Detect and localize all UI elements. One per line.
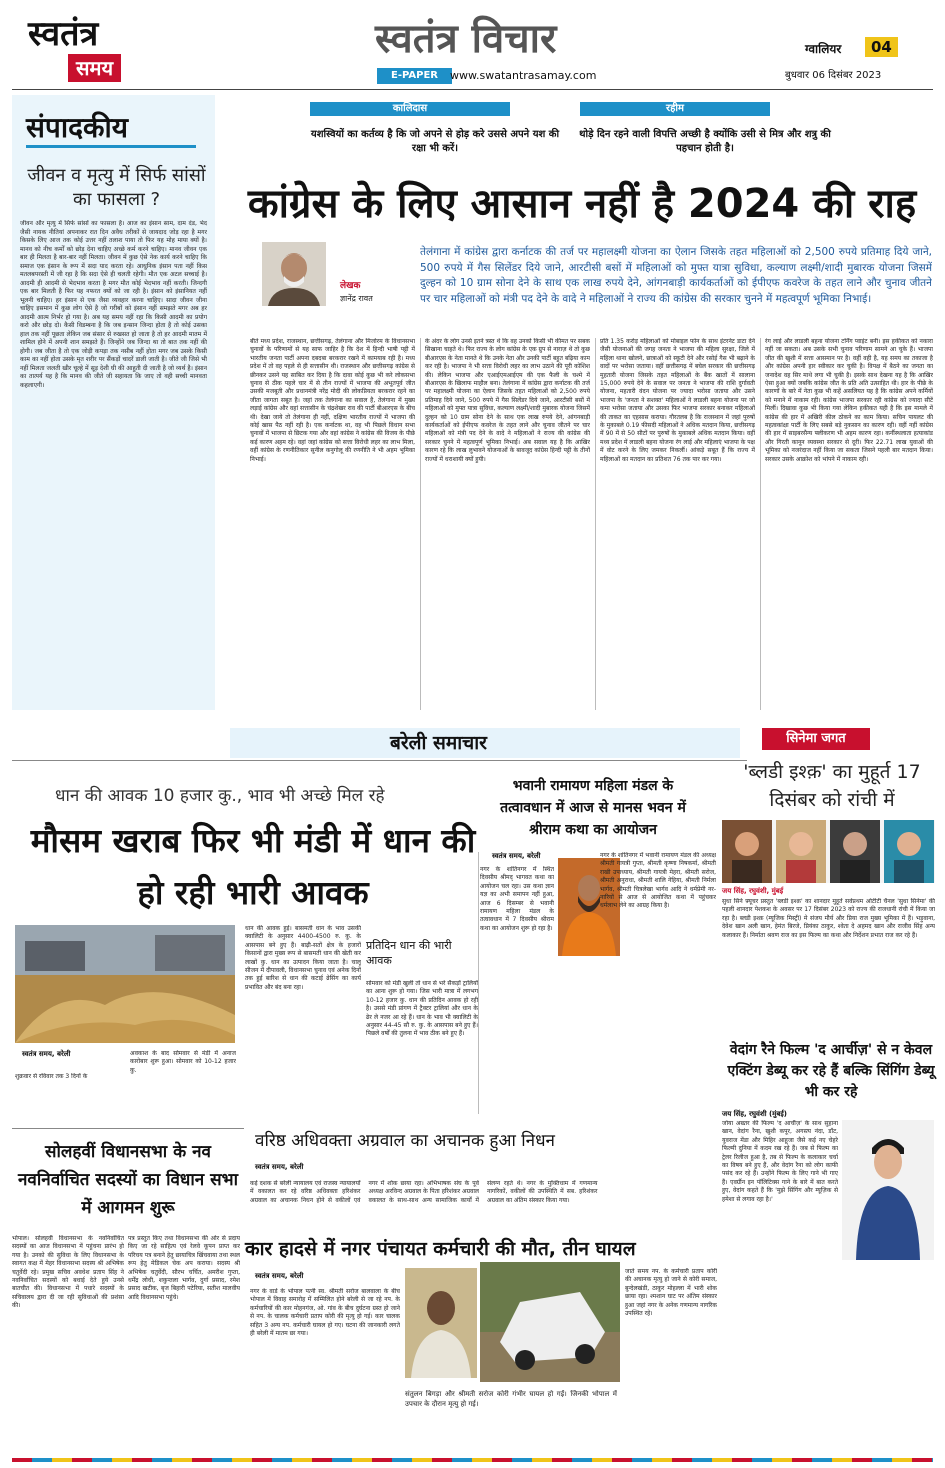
logo-bottom-text: समय [68, 54, 121, 82]
editorial-column [12, 95, 215, 710]
quote-left-text: यशस्वियों का कर्तव्य है कि जो अपने से होड़ करे उससे अपने यश की रक्षा भी करें। [310, 129, 560, 154]
bareilly-caption: शुक्रवार से रविवार तक 3 दिनों के [15, 1073, 88, 1080]
assembly-body-right: पत्र प्रस्तुत किए तथा विधानसभा की ओर से प्रदाय किए जा रहे साहित्य एवं रेलवे कूपन प्राप्त कर परिचय पत्र बनाने हेतु छायाचित्र खिंचवाया तथा स्थल रूप हेतु मेडिकल चेक अप कराया। सदस्य श्री अभिषेक चतुर्वेदी, सौरभ चर्चित, अमरीश गुप्ता, धर्मेंद्र लोधी, शकुन्तला भार्गव, दुर्गा प्रसाद, रमेश प्रसाद खटीक, बृज बिहारी पटेरिया, सतीश मालवीय आदि विधानसभा पहुंचे। [128, 1235, 240, 1301]
bareilly-headline: मौसम खराब फिर भी मंडी में धान की हो रही भारी आवक [30, 821, 476, 912]
accident-headline: कार हादसे में नगर पंचायत कर्मचारी की मौत, तीन घायल [245, 1238, 636, 1260]
accident-caption: संतुलन बिगड़ा और श्रीमती सरोज कोरी गंभीर घायल हो गईं। जिनकी भोपाल में उपचार के दौरान मृत्यु हो गई। [405, 1390, 617, 1408]
quote-left-author: कालिदास [310, 102, 510, 116]
mahila-dateline: स्वतंत्र समय, बरेली [492, 852, 541, 860]
masthead [0, 0, 945, 90]
cinema-dateline: जय सिंह, रघुवंशी, मुंबई [722, 887, 784, 895]
epaper-badge: E-PAPER [377, 68, 452, 84]
bareilly-col-b: धान की आवक हुई। बासमती धान के भाव उसकी क्वालिटी के अनुसार 4400-4500 रु. कु. के आसपास बने हुए हैं। बाढ़ी-सतों क्षेत्र के हजारों किसानों द्वारा मुख्य रूप से बासमती धान की खेती कर लाखों कु. धान का उत्पादन किया जाता है। चालू सीजन में दीपावली, विधानसभा चुनाव एवं अनेक दिनों तक हुई बारिश से धान की कटाई व्रेसिंग का कार्य प्रभावित और बंद बना रहा। [245, 925, 361, 991]
author-photo [262, 242, 326, 306]
quote-right-text: थोड़े दिन रहने वाली विपत्ति अच्छी है क्योंकि उसी से मित्र और शत्रु की पहचान होती है। [579, 129, 831, 154]
newspaper-logo [28, 14, 156, 86]
editorial-body: जीवन और मृत्यु में सिर्फ सांसों का फासला है। आज का इंसान साम, दाम दंड, भेद जैसी नायक नीतियां अपनाकर रात दिन अवैध तरीकों से जायदाद जोड़ रहा है मगर किसके लिए आज तक कोई उत्तर नहीं तलाश पाया तो फिर यह मोह माया क्यों है। मानव को नीच कर्मों को छोड़ देना चाहिए अच्छे कर्म करने चाहिए। मानव जीवन एक बार ही मिलता है बार-बार नहीं मिलता। जीवन में कुछ ऐसे नेक कार्य करने चाहिए कि समाज एक इंसान के रूप में सदा याद करता रहे। आधुनिक इंसान पता नहीं किस मतलबपरस्ती में जी रहा है कि सदा ऐसे ही चलती रहेगी। मौत एक अटल सच्चाई है। आदमी ही आदमी से भेदभाव करता है मगर मौत कोई भेदभाव नहीं करती। जिन्दगी एक बार मिलती है फिर यह नफरत क्यों को जा रही है। इंसान को इंसानियत नहीं भूलनी चाहिए। हर इंसान से एक जैसा व्यवहार करना चाहिए। सादा जीवन जीना चाहिए इसमान में कुछ लोग ऐसे है जो गरीबों को इंसान नहीं समझते मगर अब हर आदमी आत्म निर्भर हो गया है। अब यह समय नहीं रहा कि किसी आदमी का प्रयोग करो और छोड़ दो। कैसी विडम्बना है कि जब इन्सान जिन्दा होता है तो कोई उसका हाल तक नहीं पूछता लेकिन जब संसार से रुखसत हो जाता है तो हर आदमी मातम में शामिल होने में अपनी शान समझते हैं। जिन्होंने जब जिन्दा था तो बात तक नहीं की होगी। जब जीता है तो एक जोड़ी कपड़ा तक नसीब नहीं होता मगर जब उसके किसी काम का नहीं होता उसके मृत शरीर पर सैंकड़ों चादरें डाली जाती है। जीते जी जिसे भी नहीं मिलता जलती खीर चूल्हे में सूड़ देशी घी की आहुती दी जाती है जो व्यर्थ है। इंसान का तात्पर्य यह है कि मानव की जीते जी सहायता कि जाए तो वही सच्ची मानवता कहलाएगी। [20, 220, 207, 389]
author-portrait-icon [262, 242, 326, 306]
cinema-cast-photos [722, 820, 935, 883]
lead-col-1: बीते मध्य प्रदेश, राजस्थान, छत्तीसगढ़, तेलंगाना और मिजोरम के विधानसभा चुनावों के परिणामों से यह साफ जाहिर है कि देश में हिन्दी भाषी पट्टी में भारतीय जनता पार्टी अपना दबदबा बरकरार रखने में कामयाब रही है। मध्य प्रदेश में तो वह पहले से ही सत्तासीन थी। राजस्थान और छत्तीसगढ़ कांग्रेस से छीनकर उसने यह साबित कर दिया है कि दावा कोई कुछ भी करे लोकसभा चुनाव से ठीक पहले चार में से तीन राज्यों में भाजपा की अभूतपूर्व जीत उसकी मजबूती और प्रधानमंत्री नरेंद्र मोदी की लोकप्रियता बरकरार रहने का जीता जागता सबूत है। जहां तक तेलंगाना का सवाल है, तेलंगाना में मुख्य लड़ाई कांग्रेस और वहां सत्तासीन के चंद्रशेखर राव की पार्टी बीआरएस के बीच थी। देखा जाये तो तेलंगाना ही नहीं, दक्षिण भारतीय राज्यों में भाजपा की कोई खास पैठ नहीं रही है। एक कर्नाटक था, वह भी पिछले विधान सभा चुनावों में भाजपा से छिटक गया और वहां कांग्रेस ने कांग्रेस की विजय के पीछे कई कारण अहम रहे। वहां जहां कांग्रेस को सत्ता विरोधी लहर का लाभ मिला, वहीं कांग्रेस के रणनीतिकार सुनील कनुगोलू की रणनीति ने भी अहम भूमिका निभाई। [250, 338, 415, 463]
bareilly-kicker: धान की आवक 10 हजार कु., भाव भी अच्छे मिल रहे [55, 786, 385, 806]
cast-portraits-icon [722, 820, 935, 883]
accident-dateline: स्वतंत्र समय, बरेली [255, 1272, 304, 1280]
page-number: 04 [865, 37, 898, 57]
mahila-headline: भवानी रामायण महिला मंडल के तत्वावधान में आज से मानस भवन में श्रीराम कथा का आयोजन [500, 778, 686, 838]
actor-portrait-icon [842, 1120, 934, 1260]
lead-intro: तेलंगाना में कांग्रेस द्वारा कर्नाटक की तर्ज पर महालक्ष्मी योजना का ऐलान जिसके तहत महिलाओं को 2,500 रुपये प्रतिमाह दिये जाने, 500 रुपये में गैस सिलेंडर दिये जाने, आरटीसी बसों में महिलाओं को मुफ्त यात्रा सुविधा, कल्याण लक्ष्मी/शादी मुबारक योजना जिसमें दुल्हन को 10 ग्राम सोना देने के साथ एक लाख रुपये देने, आंगनबाड़ी कार्यकर्ताओं को ईपीएफ कवरेज के तहत लाने और चुनाव जीतने पर चार महिलाओं को मंत्री पद देने के वादे ने महिलाओं ने राज्य की कांग्रेस की सरकार चुनने में महत्वपूर्ण भूमिका निभाई। [420, 246, 932, 305]
mahila-body-right: नगर के शांतिनगर में भवानी रामायण मंडल की अध्यक्ष श्रीमती गायत्री गुप्ता, श्रीमती कृष्णा निषकर्मा, श्रीमती राखी उपाध्याय, श्रीमती गायत्री मेहरा, श्रीमती सरोज, श्रीमती अनुराधा, श्रीमती शालि नेहिया, श्रीमती निर्मला भार्गव, श्रीमती चित्रलेखा भार्गव आदि ने धर्मप्रेमी नर-नारियों से आज से आयोजित कथा में पहुंचकर धर्मलाभ लेने का आग्रह किया है। [600, 852, 716, 910]
cinema-body-2: जोया अख्तर की फिल्म 'द आर्चीज़' के साथ सुहाना खान, वेदांग रैना, खुशी कपूर, अगस्त्य नंदा, डॉट, युवराज मेंडा और मिहिर आहूजा जैसे कई नए चेहरे फिल्मी दुनिया में कदम रख रहे हैं। जब से फिल्म का ट्रेलर रिलीज हुआ है, तब से फिल्म के कलाकार चर्चा का विषय बने हुए हैं, और वेदांग रैना को लोग काफी पसंद कर रहे हैं। उन्होंने फिल्म के लिए गाने भी गाए हैं। एवर्ग्रीन इन पॉलिटिक्स गाने के बारे में बात करते हुए, वेदांग कहते हैं कि 'मुझे सिंगिंग और म्यूज़िक से हमेशा से लगाव रहा है।' [722, 1120, 838, 1203]
paddy-mandi-photo [15, 925, 235, 1043]
cinema-body: सुधा सिने फ़्यूचर प्रस्तुत 'ब्लडी इश्क़' का शानदार मुहूर्त सर्वप्रथम ओटीटी चैनल 'सुधा सिनेमा' की पहली शानदार पेशकश के अवसर पर 17 दिसंबर 2023 को राज्य की राजधानी रांची में किया जा रहा है। ब्लडी इश्क़ (म्यूजिक मिस्ट्री) मे संजय मौर्य और प्रिया राज मुख्य भूमिका में हैं। भड़ुवाना, देवेश खान अली खान, हेमंत बिरजे, प्रियंका ठाकुर, श्वेता दे अहमद खान और राजीव सिंह अन्य कलाकार हैं। निर्माता श्रवण राज का इस फिल्म का कथा और निर्देशन प्रभात राज कर रहे हैं। [722, 898, 935, 939]
bareilly-col-a: अवकाश के बाद सोमवार से मंडी में अनाज कारोबार शुरू हुआ। सोमवार को 10-12 हजार कु. [130, 1050, 236, 1074]
assembly-headline: सोलहवीं विधानसभा के नव नवनिर्वाचित सदस्यों का विधान सभा में आगमन शुरू [18, 1142, 238, 1218]
victim-photo [405, 1268, 477, 1378]
author-label: लेखक [340, 281, 361, 291]
page-title: स्वतंत्र विचार [375, 15, 557, 62]
advocate-dateline: स्वतंत्र समय, बरेली [255, 1163, 304, 1171]
crashed-car-icon [480, 1262, 620, 1382]
city-label: ग्वालियर [805, 42, 842, 56]
bareilly-section-title: बरेली समाचार [390, 732, 487, 754]
cinema-headline: 'ब्लडी इश्क़' का मुहूर्त 17 दिसंबर को रांची में [743, 761, 921, 811]
logo-top-text: स्वतंत्र [28, 14, 99, 54]
author-name: ज्ञानेंद्र रावत [340, 294, 373, 303]
lead-col-2: के अंदर के लोग उनसे इतने त्रस्त थे कि वह उनको किसी भी कीमत पर सबक सिखाना चाहते थे। फिर राज्य के लोग कांग्रेस के एक ग्रुप से नाराज़ थे तो कुछ बीआरएस के नेता मानते थे कि उनके नेता और उनकी पार्टी बहुत बढ़िया काम कर रही है। भाजपा ने भी सत्ता विरोधी लहर का लाभ उठाने की पूरी कोशिश की। लेकिन भाजपा और एआईएमआईएम की एक फैली के चश्मे में बीआरएस के खिलाफ माहौल बना। तेलंगाना में कांग्रेस द्वारा कर्नाटक की तर्ज पर महालक्ष्मी योजना का ऐलान जिसके तहत महिलाओं को 2,500 रुपये प्रतिमाह दिये जाने, 500 रुपये में गैस सिलेंडर दिये जाने, आरटीसी बसों में महिलाओं को मुफ्त यात्रा सुविधा, कल्याण लक्ष्मी/शादी मुबारक योजना जिसमें दुल्हन को 10 ग्राम सोना देने के साथ एक लाख रुपये देने, आंगनबाड़ी कार्यकर्ताओं को ईपीएफ कवरेज के तहत लाने और चुनाव जीतने पर चार महिलाओं को मंत्री पद देने के वादे ने महिलाओं ने राज्य की कांग्रेस की सरकार चुनने में महत्वपूर्ण भूमिका निभाई। अब सवाल यह है कि आखिर कारण रहे कि लाख लुभावने योजनाओं के बावजूद कांग्रेस हिन्दी पट्टी के तीनों राज्यों में धराशायी क्यों हुयी। [425, 338, 590, 463]
bareilly-dateline: स्वतंत्र समय, बरेली [22, 1050, 71, 1058]
person-portrait-icon [405, 1268, 477, 1378]
mahila-body-left: नगर के शांतिनगर में स्थित दिवसीय श्रीमद् भागवत कथा का आयोजन चल रहा। उस कथा ज्ञान यज्ञ का अभी समापन नहीं हुआ, आज 6 दिसम्बर से भवानी रामायण महिला मंडल के तत्वावधान में 7 दिवसीय श्रीराम कथा का आयोजन शुरू हो रहा है। [480, 866, 554, 932]
lead-col-4: रंग लाई और लाडली बहना योजना टर्निंग प्वाइंट बनी। इस हकीकत को नकारा नहीं जा सकता। अब उसके सभी चुनाव परिणाम सामने आ चुके हैं। भाजपा जीत की खुशी में सत्ता आसमान पर है। वहीं वही है, यह समय का तकाजा है और कांग्रेस अपनी हार स्वीकार कर चुकी है। विपक्ष में बैठने का जनता का जनादेश वह सिर माथे लगा भी चुकी है। इसके साथ देखना यह है कि आखिर ऐसा हुआ क्यों जबकि कांग्रेस जीत के प्रति अति उत्साहित थी। हार के पीछे के कारणों के बारे में नेता कुछ भी कहें असलियत यह है कि कांग्रेस अपने कर्मियों को मनाने में नाकाम रही। कांग्रेस भाजपा सरकार रही कांग्रेस को ज्यादा सीटें मिलीं। दिखावा कुछ भी किया गया लेकिन हकीकत यही है कि इस मामले में कांग्रेस की हार में अखिरी कील ठोकने का काम किया। सचिन पायलट की महत्वकांक्षा पार्टी के लिए सबसे बड़े नुकसान का कारण रही। वहीं नहीं कांग्रेस की हार में साइबरसैन्य फ्लीकरण भी अहम कारण रहा। कर्नीस्थलाता हत्याकांड और गिरती कानून व्यवस्था सरकार से दूरी। फिर 22.71 लाख युवाओं की भूमिका को नजरंदाज नहीं किया जा सकता जिसने पहली बार मतदान किया। सरकार उसके आक्रोश को भांपने में नाकाम रही। [765, 338, 933, 463]
website-link[interactable]: www.swatantrasamay.com [450, 69, 597, 82]
bareilly-col-c: सोमवार को मंडी खुली तो धान से भरे सैकड़ों ट्रालियों का आना शुरू हो गया। जिस भारी मात्रा में लगभग 10-12 हजार कु. धान की प्रतिदिन आवक हो रही है। उससे मंडी प्रांगण में ट्रैक्टर ट्रालियां और धान के ढेर ले नजर आ रहे हैं। धान के भाव भी क्वालिटी के अनुसार 44-45 सौ रु. कु. के आसपास बने हुए हैं। पिछले वर्षों की तुलना में भाव ठीक बने हुए हैं। [366, 980, 478, 1038]
crashed-car-photo [480, 1262, 620, 1382]
bottom-strip [12, 1458, 933, 1462]
masthead-divider [12, 89, 933, 90]
paddy-heap-icon [15, 925, 235, 1043]
bareilly-box-title: प्रतिदिन धान की भारी आवक [366, 939, 452, 967]
assembly-body-left: भोपाल। सोलहवीं विधानसभा के नवनिर्वाचित सदस्यों का आज विधानसभा में पहुंचना प्रारंभ हो गया है। उनको की सुविधा के लिए विधानसभा के स्वागत कक्ष में मेहर विधानसभा सदस्य श्री अभिषेक चतुर्वेदी रहे। प्रमुख सचिव अवधेश प्रताप सिंह ने नवनिर्वाचित सदस्यों को बधाई देते हुये उनसे बातचीत की। विधानसभा में पधारे सदस्यों के सचिवालय द्वारा दी जा रही सुविधाओं की प्रशंसा की। [12, 1235, 124, 1310]
cinema-section-title: सिनेमा जगत [762, 728, 870, 750]
cinema-dateline-2: जय सिंह, रघुवंशी (मुंबई) [722, 1110, 787, 1118]
lead-col-3: प्रति 1.35 करोड़ महिलाओं को मोबाइल फोन के साथ इंटरनेट डाटा देने जैसी योजनाओं की जगह जनता ने भाजपा की महिला सुरक्षा, जिले में महिला थाना खोलने, छात्राओं को स्कूटी देने और रसोई गैस भी बढ़ाने के वादों पर भरोसा जताया। वहीं छत्तीसगढ़ में बघेल सरकार की छत्तीसगढ़ मुहतारी योजना जिसके तहत महिलाओं के बैंक खातों में सालाना 15,000 रुपये देने के सवाल पर जनता ने भाजपा की राशि दुर्गावती योजना, महतारी वंदन योजना पर ज्यादा भरोसा जताया और उसने भाजपा के 'जनता ने सशक्त' महिलाओं ने लाडली बहना योजना पर जो कमा भरोसा जताया और उसका फिर भाजपा सरकार बनाकर महिलाओं की ताकत का एहसास कराया। गौरतलब है कि राजस्थान में जहां पुरुषों के मुकाबले 0.19 फीसदी महिलाओं ने अधिक मतदान किया, छत्तीसगढ़ में 90 में से 50 सीटों पर पुरुषों के मुकाबले अधिक मतदान किया। वहीं मध्य प्रदेश में लाडली बहना योजना रंग लाई और महिलाएं भाजपा के पक्ष में वोट करने के लिए जमकर निकलीं। आंकड़े सबूत हैं कि राज्य में महिलाओं का मतदान का प्रतिशत 76 तक पार कर गया। [600, 338, 755, 463]
lead-headline: कांग्रेस के लिए आसान नहीं है 2024 की राह [247, 181, 917, 227]
editorial-headline: जीवन व मृत्यु में सिर्फ सांसों का फासला ? [27, 165, 206, 210]
vedang-photo [842, 1120, 934, 1260]
editorial-section-title: संपादकीय [26, 111, 196, 148]
cinema-headline-2: वेदांग रैने फिल्म 'द आर्चीज़' से न केवल एक्टिंग डेब्यू कर रहे हैं बल्कि सिंगिंग डेब्यू भी कर रहे [727, 1042, 935, 1100]
quote-right-author: रहीम [580, 102, 770, 116]
accident-body: नगर के वार्ड के भोपाल पत्नी स्व. श्रीमती सरोज बालवाला के बीच भोपाल में विवाह समारोह में सम्मिलित होने बरेली से जा रहे नप. के कर्मचारियों की कार मोहनगंज, ओ. गांव के बीच दुर्घटना ग्रस्त हो जाने से नप. के चालक कर्मचारी प्रताप कोरी की मृत्यु हो गई। कार चालक सहित 3 अन्य नप. कर्मचारी घायल हो गए। घटना की जानकारी लगते ही बरेली में मातम छा गया। [250, 1288, 400, 1338]
advocate-headline: वरिष्ठ अधिवक्ता अग्रवाल का अचानक हुआ निधन [255, 1131, 555, 1151]
accident-body-right: जाते समय नप. के कर्मचारी प्रताप कोरी की अचानक मृत्यु हो जाने से कोरी समाज, बुन्देलखंडी, ठाकुर मोहल्ला में भारी शोक छाया रहा। श्मशान घाट पर अंतिम संस्कार हुआ जहां नगर के अनेक गणमान्य नागरिक उपस्थित रहे। [625, 1268, 717, 1318]
issue-date: बुधवार 06 दिसंबर 2023 [785, 70, 882, 81]
advocate-body: कई दशक से बरेली न्यायालय एवं राजस्व न्यायालयों में वकालत कर रहे वरिष्ठ अधिवक्ता हरिशंकर अग्रवाल का अचानक निधन होने से वकीलों एवं नगर में शोक छाया रहा। अभिभाषक संघ के पूर्व अध्यक्ष अरविन्द अग्रवाल के पिता हरिशंकर अग्रवाल वकालत के साथ-साथ अन्य सामाजिक कार्यों में संलग्न रहते थे। नगर के मुक्तिधाम में गणमान्य नागरिकों, वकीलों की उपस्थिति में सब. हरिशंकर अग्रवाल का अंतिम संस्कार किया गया। [250, 1180, 598, 1204]
